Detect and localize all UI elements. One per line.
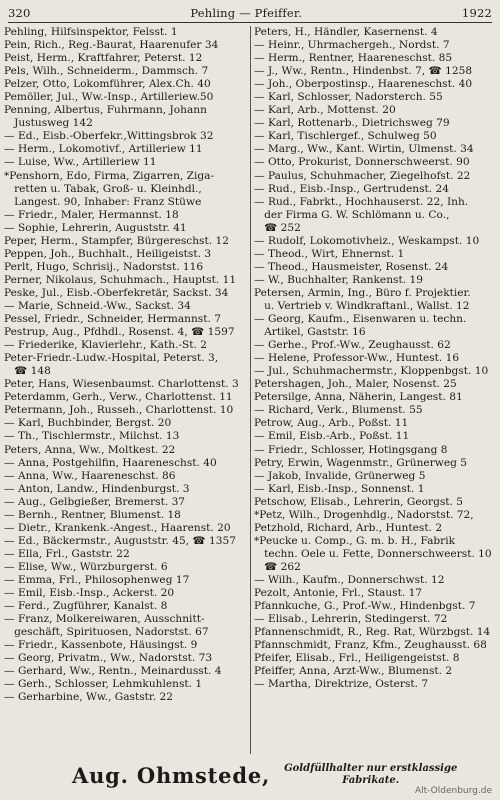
left-entry-line: — Dietr., Krankenk.-Angest., Haarenst. 20 [4,521,231,534]
left-entry-line: — Anton, Landw., Hindenburgst. 3 [4,482,190,495]
right-entry-line: techn. Oele u. Fette, Donnerschweerst. 10 [254,547,492,560]
right-entry-line: Petersilge, Anna, Näherin, Langest. 81 [254,391,463,404]
right-entry-line: — Karl, Tischlergef., Schulweg 50 [254,130,437,143]
column-divider [250,26,251,754]
right-entry-line: — Helene, Professor-Ww., Huntest. 16 [254,352,460,365]
right-entry-line: — Rudolf, Lokomotivheiz., Weskampst. 10 [254,234,480,247]
left-entry-line: Pein, Rich., Reg.-Baurat, Haarenufer 34 [4,39,219,52]
left-entry-line: — Georg, Privatm., Ww., Nadorstst. 73 [4,652,213,665]
right-entry-line: — Wilh., Kaufm., Donnerschwst. 12 [254,573,445,586]
right-entry-line: — Theod., Wirt, Ehnernst. 1 [254,247,405,260]
left-entry-line: Peper, Herm., Stampfer, Bürgereschst. 12 [4,234,229,247]
right-entry-line: Pfannkuche, G., Prof.-Ww., Hindenbgst. 7 [254,600,476,613]
ad-slogan [284,763,457,787]
right-entry-line: — Karl, Schlosser, Nadorsterch. 55 [254,91,443,104]
left-entry-line: retten u. Tabak, Groß- u. Kleinhdl., [4,182,202,195]
page-number: 320 [8,6,31,20]
left-entry-line: — Ferd., Zugführer, Kanalst. 8 [4,600,168,613]
right-entry-line: — Karl, Rottenarb., Dietrichsweg 79 [254,117,450,130]
ad-company-name: Aug. Ohmstede, [72,762,271,788]
left-entry-line: — Emma, Frl., Philosophenweg 17 [4,573,190,586]
right-entry-line: — Marg., Ww., Kant. Wirtin, Ulmenst. 34 [254,143,474,156]
right-entry-line: — Rud., Fabrkt., Hochhauserst. 22, Inh. [254,195,469,208]
right-entry-line: Pfeiffer, Anna, Arzt-Ww., Blumenst. 2 [254,665,453,678]
left-entry-line: Peske, Jul., Eisb.-Oberfekretär, Sackst. 34 [4,286,229,299]
right-entry-line: ☎ 252 [254,221,301,234]
left-entry-line: — Herm., Lokomotivf., Artilleriew 11 [4,143,203,156]
left-entry-line: — Ed., Eisb.-Oberfekr.,Wittingsbrok 32 [4,130,214,143]
right-entry-line: — Heinr., Uhrmachergeh., Nordst. 7 [254,39,450,52]
right-entry-line: — Theod., Hausmeister, Rosenst. 24 [254,260,449,273]
left-entry-line: — Anna, Postgehilfin, Haareneschst. 40 [4,456,217,469]
left-entry-line: Perner, Nikolaus, Schuhmach., Hauptst. 11 [4,273,237,286]
left-entry-line: — Ed., Bäckermstr., Auguststr. 45, ☎ 1357 [4,534,236,547]
right-entry-line: — Martha, Direktrize, Osterst. 7 [254,678,429,691]
right-entry-line: ☎ 262 [254,560,301,573]
right-entry-line: — Otto, Prokurist, Donnerschweerst. 90 [254,156,470,169]
left-entry-line: Peters, Anna, Ww., Moltkest. 22 [4,443,176,456]
header-rule [8,22,492,23]
right-entry-line: u. Vertrieb v. Windkraftanl., Wallst. 12 [254,299,470,312]
left-entry-line: — Franz, Molkereiwaren, Ausschnitt- [4,613,205,626]
left-entry-line: Petermann, Joh., Russeh., Charlottenst. 10 [4,404,234,417]
right-entry-line: Petrow, Aug., Arb., Poßst. 11 [254,417,409,430]
left-entry-line: Peist, Herm., Kraftfahrer, Peterst. 12 [4,52,203,65]
right-entry-line: — Karl, Arb., Mottenst. 20 [254,104,396,117]
right-entry-line: — Karl, Eisb.-Insp., Sonnenst. 1 [254,482,425,495]
left-entry-line: — Bernh., Rentner, Blumenst. 18 [4,508,181,521]
left-entry-line: — Luise, Ww., Artilleriew 11 [4,156,157,169]
page-header [8,6,492,22]
right-entry-line: Pfeifer, Elisab., Frl., Heiligengeistst. 8 [254,652,460,665]
right-entry-line: Pfannschmidt, Franz, Kfm., Zeughausst. 68 [254,639,487,652]
right-entry-line: Pfannenschmidt, R., Reg. Rat, Würzbgst. 14 [254,626,491,639]
right-entry-line: — Joh., Oberpostinsp., Haareneschst. 40 [254,78,473,91]
left-entry-line: — Gerharbine, Ww., Gaststr. 22 [4,691,174,704]
right-entry-line: Petry, Erwin, Wagenmstr., Grünerweg 5 [254,456,467,469]
left-entry-line: — Th., Tischlermstr., Milchst. 13 [4,430,180,443]
left-entry-line: — Friedr., Kassenbote, Häusingst. 9 [4,639,198,652]
left-entry-line: — Friedr., Maler, Hermannst. 18 [4,208,179,221]
right-entry-line: Petschow, Elisab., Lehrerin, Georgst. 5 [254,495,464,508]
left-entry-line: — Aug., Gelbgießer, Bremerst. 37 [4,495,186,508]
right-entry-line: *Peucke u. Comp., G. m. b. H., Fabrik [254,534,456,547]
left-entry-line: geschäft, Spirituosen, Nadorstst. 67 [4,626,209,639]
left-entry-line: Langest. 90, Inhaber: Franz Stüwe [4,195,202,208]
right-entry-line: *Petz, Wilh., Drogenhdlg., Nadorstst. 72, [254,508,474,521]
left-entry-line: Pestrup, Aug., Pfdhdl., Rosenst. 4, ☎ 1597 [4,326,235,339]
left-entry-line: Pelzer, Otto, Lokomführer, Alex.Ch. 40 [4,78,211,91]
left-entry-line: — Elise, Ww., Würzburgerst. 6 [4,560,168,573]
left-entry-line: Pemöller, Jul., Ww.-Insp., Artilleriew.50 [4,91,214,104]
right-entry-line: — Paulus, Schuhmacher, Ziegelhofst. 22 [254,169,471,182]
left-entry-line: — Ella, Frl., Gaststr. 22 [4,547,130,560]
left-entry-line: *Penshorn, Edo, Firma, Zigarren, Ziga- [4,169,215,182]
right-column [254,26,496,754]
left-entry-line: Peppen, Joh., Buchhalt., Heiligeistst. 3 [4,247,212,260]
left-entry-line: — Sophie, Lehrerin, Auguststr. 41 [4,221,187,234]
left-entry-line: Pessel, Friedr., Schneider, Hermannst. 7 [4,313,221,326]
left-entry-line: Peter-Friedr.-Ludw.-Hospital, Peterst. 3, [4,352,219,365]
left-entry-line: Peterdamm, Gerh., Verw., Charlottenst. 11 [4,391,233,404]
right-entry-line: — W., Buchhalter, Rankenst. 19 [254,273,423,286]
right-entry-line: Pezolt, Antonie, Frl., Staust. 17 [254,587,423,600]
right-entry-line: — Jakob, Invalide, Grünerweg 5 [254,469,426,482]
ad-slogan-line1: Goldfüllhalter nur erstklassige [284,763,458,774]
left-column [4,26,248,754]
right-entry-line: — Friedr., Schlosser, Hotingsgang 8 [254,443,448,456]
right-entry-line: — Rud., Eisb.-Insp., Gertrudenst. 24 [254,182,449,195]
left-entry-line: Peter, Hans, Wiesenbaumst. Charlottenst. 3 [4,378,239,391]
left-entry-line: ☎ 148 [4,365,51,378]
right-entry-line: — Emil, Eisb.-Arb., Poßst. 11 [254,430,410,443]
left-entry-line: — Gerh., Schlosser, Lehmkuhlenst. 1 [4,678,203,691]
left-entry-line: — Karl, Buchbinder, Bergst. 20 [4,417,172,430]
right-entry-line: Petersen, Armin, Ing., Büro f. Projektier. [254,286,471,299]
left-entry-line: Pehling, Hilfsinspektor, Felsst. 1 [4,26,178,38]
right-entry-line: — Gerhe., Prof.-Ww., Zeughausst. 62 [254,339,451,352]
page-title: Pehling — Pfeiffer. [190,6,303,20]
left-entry-line: — Friederike, Klavierlehr., Kath.-St. 2 [4,339,208,352]
right-entry-line: — Herm., Rentner, Haareneschst. 85 [254,52,453,65]
right-entry-line: Peters, H., Händler, Kasernenst. 4 [254,26,438,38]
left-entry-line: Justusweg 142 [4,117,93,130]
right-entry-line: — Jul., Schuhmachermstr., Kloppenbgst. 10 [254,365,489,378]
left-entry-line: — Emil, Eisb.-Insp., Ackerst. 20 [4,587,175,600]
right-entry-line: — Richard, Verk., Blumenst. 55 [254,404,423,417]
right-entry-line: — Georg, Kaufm., Eisenwaren u. techn. [254,313,467,326]
right-entry-line: Petershagen, Joh., Maler, Nosenst. 25 [254,378,457,391]
ad-slogan-line2: Fabrikate. [342,775,400,786]
right-entry-line: — Elisab., Lehrerin, Stedingerst. 72 [254,613,448,626]
left-entry-line: — Marie, Schneid.-Ww., Sackst. 34 [4,299,191,312]
left-entry-line: — Anna, Ww., Haareneschst. 86 [4,469,176,482]
left-entry-line: Perlt, Hugo, Schrisij., Nadorstst. 116 [4,260,204,273]
page-year: 1922 [461,6,492,20]
right-entry-line: Artikel, Gaststr. 16 [254,326,366,339]
right-entry-line: — J., Ww., Rentn., Hindenbst. 7, ☎ 1258 [254,65,473,78]
left-entry-line: — Gerhard, Ww., Rentn., Meinardusst. 4 [4,665,222,678]
right-entry-line: Petzhold, Richard, Arb., Huntest. 2 [254,521,443,534]
left-entry-line: Pels, Wilh., Schneiderm., Dammsch. 7 [4,65,209,78]
right-entry-line: der Firma G. W. Schlömann u. Co., [254,208,450,221]
left-entry-line: Penning, Albertus, Fuhrmann, Johann [4,104,207,117]
watermark: Alt-Oldenburg.de [414,786,492,796]
